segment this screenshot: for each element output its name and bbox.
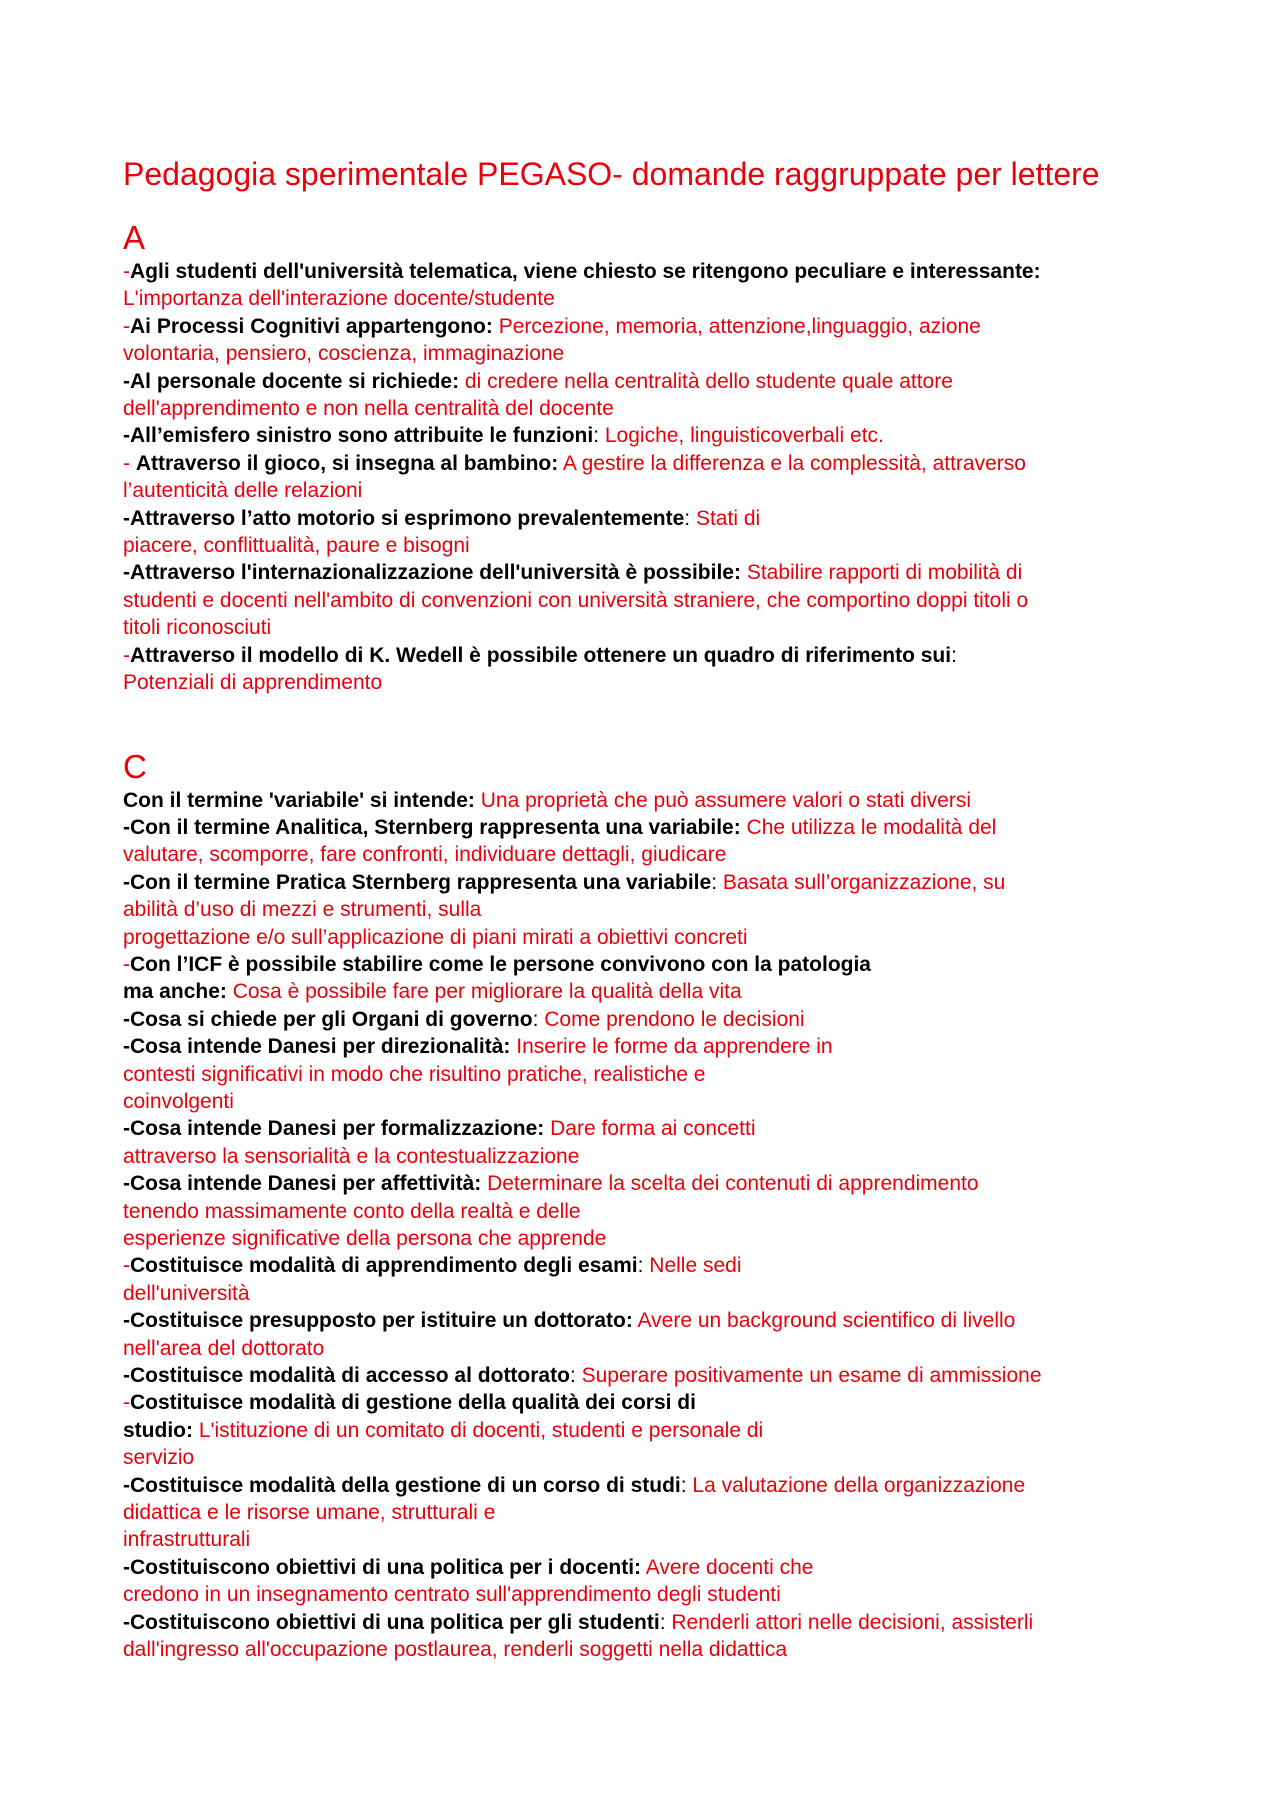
answer-text: L'istituzione di un comitato di docenti, studenti e personale di	[192, 1418, 764, 1442]
answer-text: tenendo massimamente conto della realtà e delle	[123, 1199, 581, 1223]
answer-text: dall'ingresso all'occupazione postlaurea, renderli soggetti nella didattica	[123, 1638, 788, 1662]
answer-text: Logiche, linguisticoverbali etc.	[604, 424, 884, 448]
question-text: -Cosa intende Danesi per direzionalità:	[123, 1035, 511, 1059]
question-text: -Cosa intende Danesi per formalizzazione:	[123, 1117, 545, 1141]
qa-entry	[123, 368, 1173, 423]
question-text: Ai Processi Cognitivi appartengono:	[130, 314, 493, 338]
answer-text: esperienze significative della persona che apprende	[123, 1227, 607, 1250]
question-text-continued: studio:	[123, 1418, 193, 1442]
entry-prefix: -	[123, 1254, 130, 1278]
answer-text: Percezione, memoria, attenzione,linguaggio, azione	[492, 314, 981, 338]
answer-text: Dare forma ai concetti	[544, 1117, 756, 1141]
qa-entry	[123, 1252, 1173, 1307]
qa-entry	[123, 1554, 1173, 1609]
question-text: Con il termine 'variabile' si intende:	[123, 788, 475, 812]
document-page	[123, 152, 1173, 1714]
question-separator: :	[684, 506, 696, 530]
question-text: -Cosa si chiede per gli Organi di governo	[123, 1007, 533, 1031]
entry-prefix: -	[123, 451, 136, 475]
answer-text: nell'area del dottorato	[123, 1336, 325, 1360]
answer-text: Che utilizza le modalità del	[740, 815, 997, 839]
question-text: -Costituiscono obiettivi di una politica per i docenti:	[123, 1555, 642, 1579]
question-text: Costituisce modalità di gestione della qualità dei corsi di	[130, 1391, 696, 1415]
entry-prefix: -	[123, 1391, 130, 1415]
question-text: -Attraverso l'internazionalizzazione dell'università è possibile:	[123, 561, 741, 585]
section-a	[123, 218, 1173, 697]
answer-text: Cosa è possibile fare per migliorare la qualità della vita	[226, 980, 742, 1004]
qa-entry	[123, 951, 1173, 1006]
question-separator: :	[659, 1610, 672, 1634]
qa-entry	[123, 450, 1173, 505]
answer-text: valutare, scomporre, fare confronti, individuare dettagli, giudicare	[123, 843, 727, 867]
question-text: -Al personale docente si richiede:	[123, 369, 460, 393]
answer-text: Basata sull’organizzazione, su	[722, 870, 1006, 894]
answer-text: l’autenticità delle relazioni	[123, 479, 363, 503]
qa-entry	[123, 869, 1173, 951]
answer-text: attraverso la sensorialità e la contestualizzazione	[123, 1144, 580, 1168]
answer-text: servizio	[123, 1446, 195, 1470]
answer-text: abilità d’uso di mezzi e strumenti, sulla	[123, 898, 482, 922]
answer-text: Avere un background scientifico di livello	[632, 1309, 1016, 1333]
question-text: -Costituisce modalità di accesso al dottorato	[123, 1364, 570, 1388]
answer-text: dell'università	[123, 1281, 250, 1305]
question-text: -Con il termine Analitica, Sternberg rappresenta una variabile:	[123, 815, 741, 839]
entry-prefix: -	[123, 952, 130, 976]
qa-entry	[123, 505, 1173, 560]
answer-text: coinvolgenti	[123, 1089, 234, 1113]
question-separator: :	[532, 1007, 545, 1031]
qa-entry	[123, 1472, 1173, 1554]
question-text-continued: ma anche:	[123, 980, 227, 1004]
answer-text: Una proprietà che può assumere valori o stati diversi	[474, 788, 971, 812]
answer-text: volontaria, pensiero, coscienza, immaginazione	[123, 342, 565, 366]
question-text: Attraverso il modello di K. Wedell è possibile ottenere un quadro di riferimento sui	[130, 643, 952, 667]
sections-container	[123, 218, 1173, 1664]
qa-entry	[123, 1307, 1173, 1362]
question-separator: :	[951, 643, 957, 667]
answer-text: studenti e docenti nell'ambito di convenzioni con università straniere, che comportino doppi titoli o	[123, 588, 1029, 612]
question-text: -Cosa intende Danesi per affettività:	[123, 1172, 482, 1196]
qa-entry	[123, 1006, 1173, 1033]
answer-text: Stabilire rapporti di mobilità di	[740, 561, 1023, 585]
answer-text: titoli riconosciuti	[123, 616, 272, 640]
entry-prefix: -	[123, 260, 130, 283]
section-letter: A	[123, 219, 146, 256]
question-separator: :	[593, 424, 605, 448]
qa-entry	[123, 1362, 1173, 1389]
section-c	[123, 747, 1173, 1664]
answer-text: Inserire le forme da apprendere in	[510, 1035, 833, 1059]
answer-text: didattica e le risorse umane, strutturali e	[123, 1501, 496, 1525]
answer-text: Renderli attori nelle decisioni, assisterli	[671, 1610, 1034, 1634]
question-text: -Con il termine Pratica Sternberg rappresenta una variabile	[123, 870, 712, 894]
answer-text: L'importanza dell'interazione docente/studente	[123, 287, 555, 311]
answer-text: Stati di	[695, 506, 761, 530]
qa-entry	[123, 258, 1173, 313]
answer-text: contesti significativi in modo che risultino pratiche, realistiche e	[123, 1062, 706, 1086]
qa-entry	[123, 1115, 1173, 1170]
question-text: -Costituisce modalità della gestione di un corso di studi	[123, 1473, 681, 1497]
answer-text: Nelle sedi	[649, 1254, 742, 1278]
answer-text: Superare positivamente un esame di ammissione	[581, 1364, 1042, 1388]
answer-text: credono in un insegnamento centrato sull'apprendimento degli studenti	[123, 1583, 781, 1607]
qa-entry	[123, 1609, 1173, 1664]
question-text: Con l’ICF è possibile stabilire come le persone convivono con la patologia	[130, 952, 871, 976]
question-text: -Costituisce presupposto per istituire un dottorato:	[123, 1309, 633, 1333]
answer-text: Determinare la scelta dei contenuti di apprendimento	[481, 1172, 979, 1196]
entry-prefix: -	[123, 314, 130, 338]
entry-prefix: -	[123, 643, 130, 667]
qa-entry	[123, 787, 1173, 814]
qa-entry	[123, 422, 1173, 449]
answer-text: La valutazione della organizzazione	[692, 1473, 1026, 1497]
qa-entry	[123, 814, 1173, 869]
answer-text: progettazione e/o sull’applicazione di piani mirati a obiettivi concreti	[123, 925, 748, 949]
answer-text: piacere, conflittualità, paure e bisogni	[123, 534, 470, 558]
question-text: -Costituiscono obiettivi di una politica per gli studenti	[123, 1610, 660, 1634]
qa-entry	[123, 1033, 1173, 1115]
qa-entry	[123, 313, 1173, 368]
question-separator: :	[680, 1473, 693, 1497]
question-text: -Attraverso l’atto motorio si esprimono prevalentemente	[123, 506, 685, 530]
qa-entry	[123, 1389, 1173, 1471]
answer-text: A gestire la differenza e la complessità, attraverso	[558, 451, 1026, 475]
answer-text: dell'apprendimento e non nella centralità del docente	[123, 397, 614, 421]
qa-entry	[123, 642, 1173, 697]
qa-entry	[123, 1170, 1173, 1252]
document-title: Pedagogia sperimentale PEGASO- domande raggruppate per lettere	[123, 156, 1100, 192]
answer-text: di credere nella centralità dello studente quale attore	[459, 369, 953, 393]
question-text: Costituisce modalità di apprendimento degli esami	[130, 1254, 638, 1278]
answer-text: Avere docenti che	[641, 1555, 814, 1579]
answer-text: Potenziali di apprendimento	[123, 671, 383, 695]
answer-text: infrastrutturali	[123, 1528, 251, 1552]
qa-entry	[123, 559, 1173, 641]
question-text: -All’emisfero sinistro sono attribuite le funzioni	[123, 424, 594, 448]
question-text: Agli studenti dell'università telematica, viene chiesto se ritengono peculiare e interessante:	[130, 260, 1041, 283]
section-letter: C	[123, 747, 147, 785]
answer-text: Come prendono le decisioni	[544, 1007, 805, 1031]
question-separator: :	[637, 1254, 650, 1278]
question-separator: :	[569, 1364, 582, 1388]
question-text: Attraverso il gioco, si insegna al bambino:	[135, 451, 559, 475]
question-separator: :	[711, 870, 723, 894]
